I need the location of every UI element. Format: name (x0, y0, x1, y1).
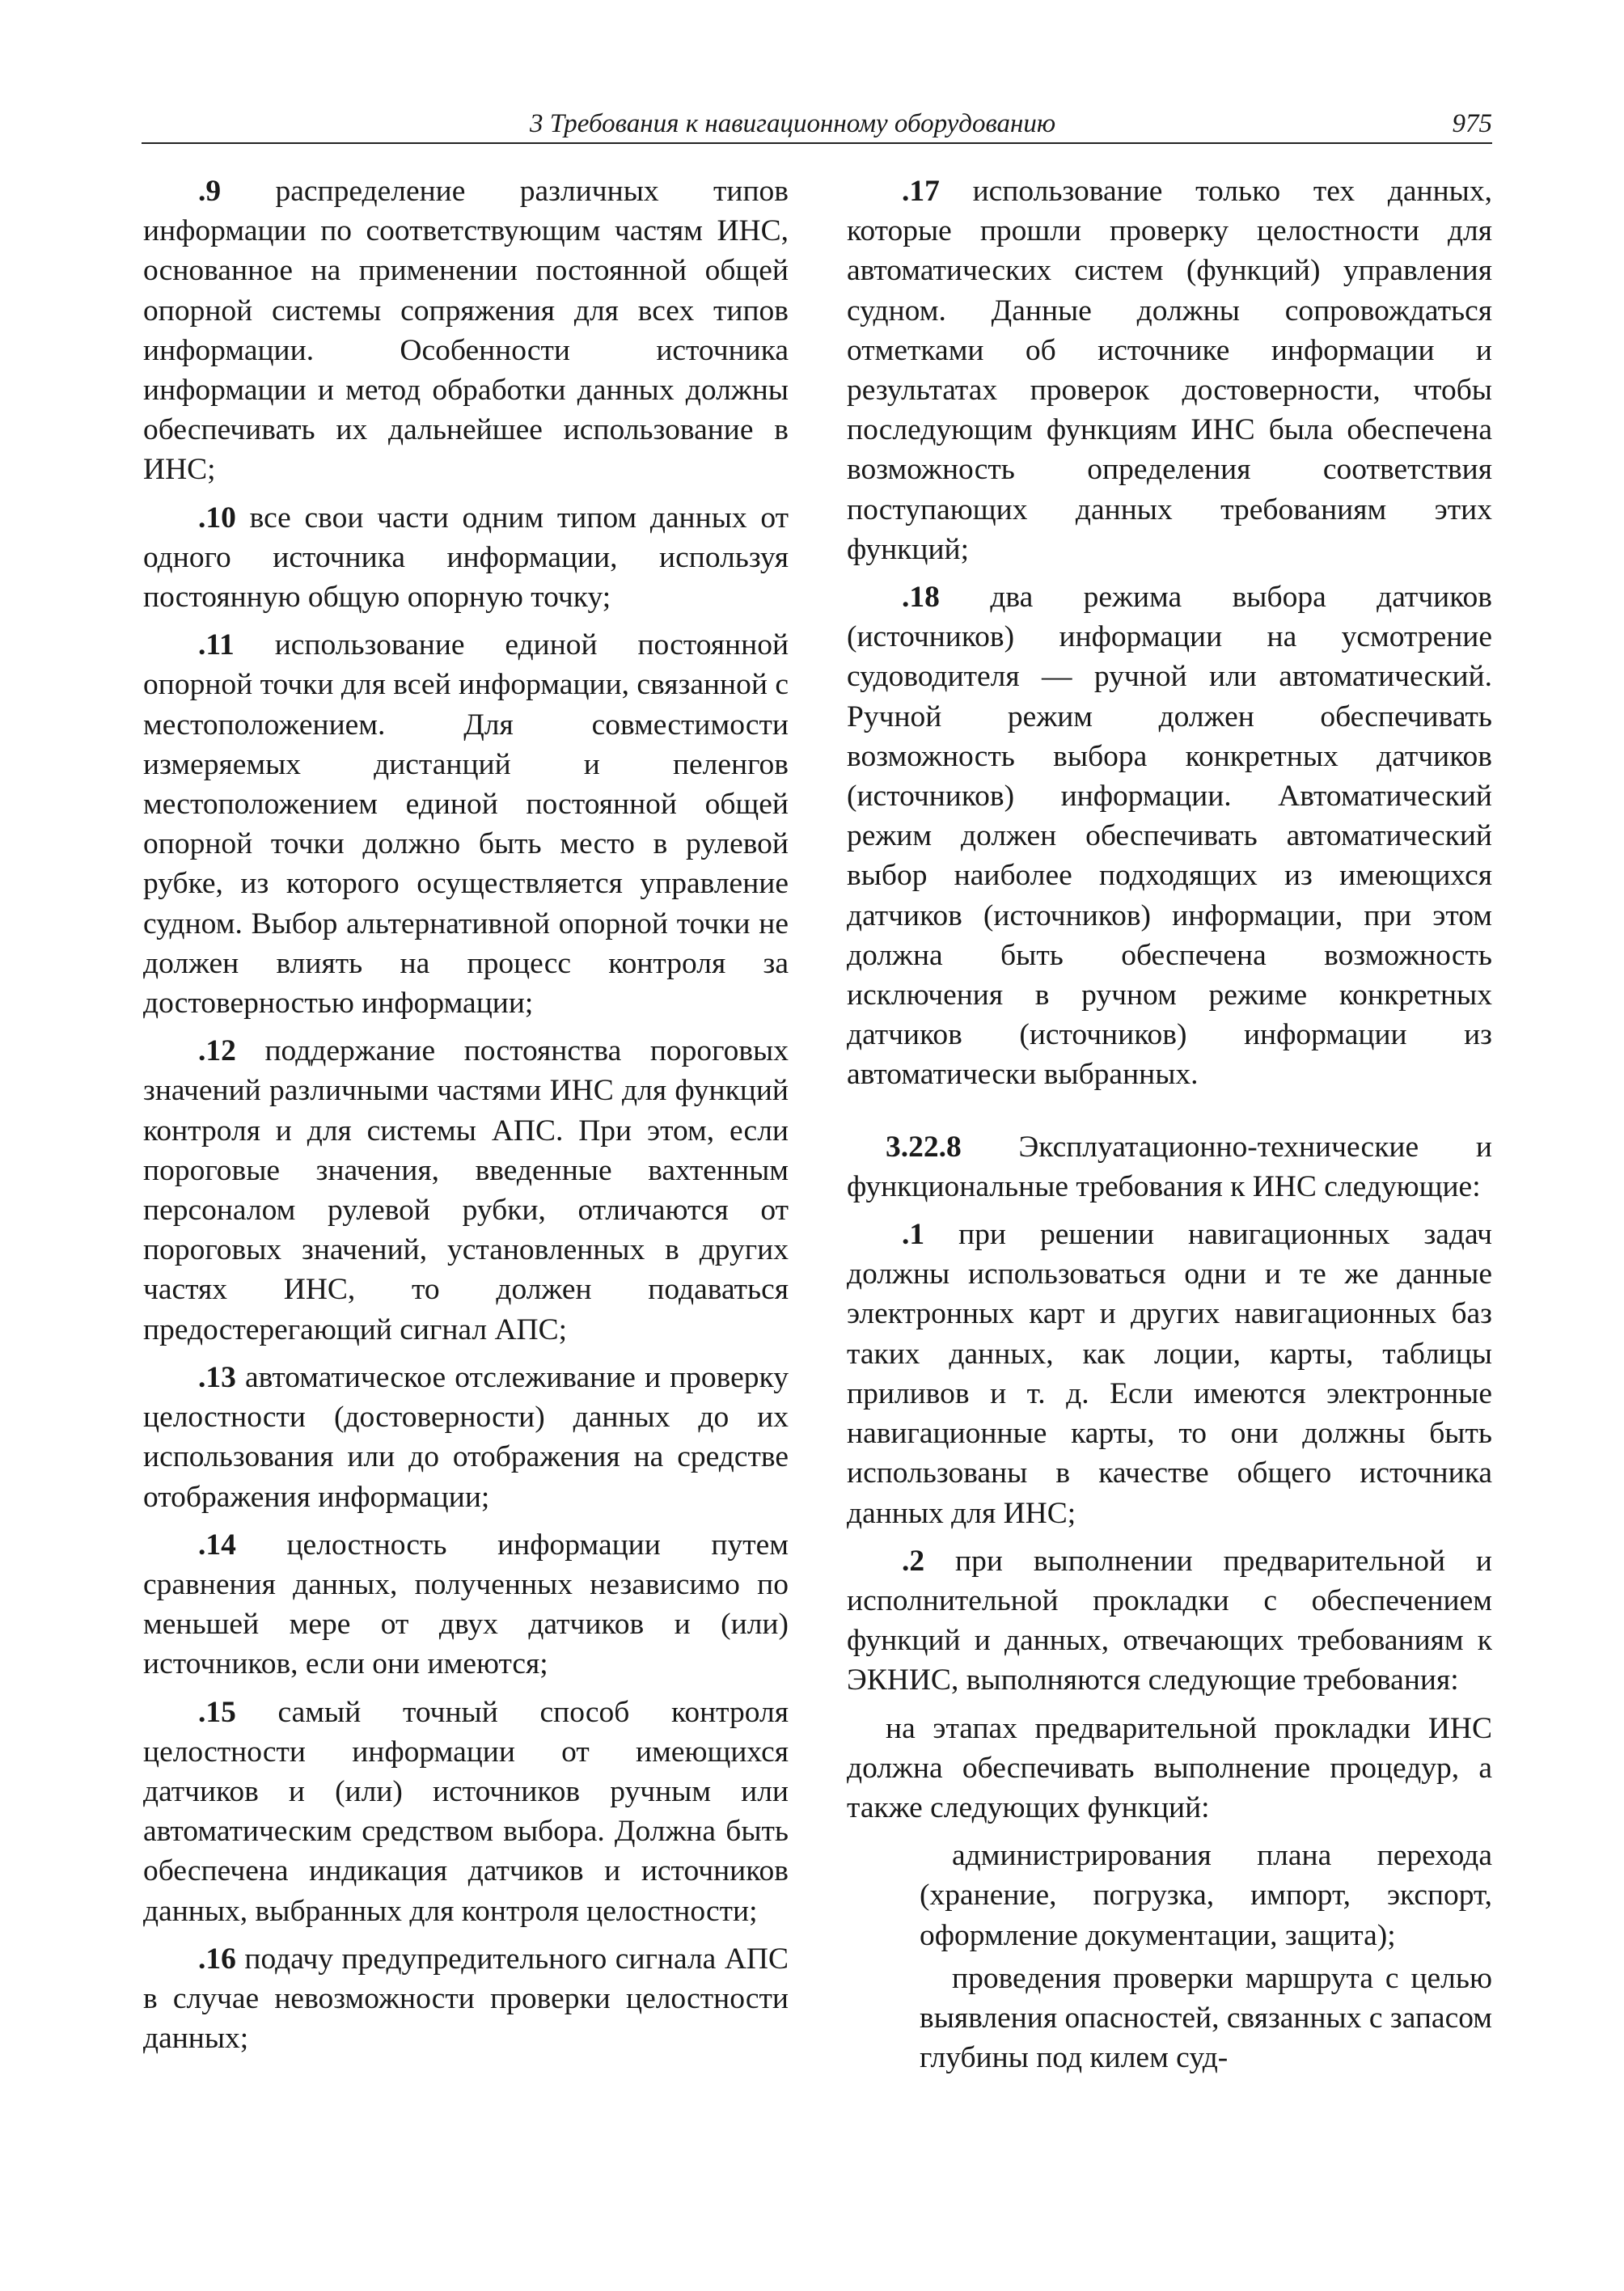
running-header-title: 3 Требования к навигационному оборудованию (530, 109, 1056, 138)
right-column (847, 171, 1492, 2081)
item-number: .12 (198, 1034, 236, 1068)
sub-item (847, 1836, 1492, 1955)
list-item (143, 1939, 789, 2059)
item-text: автоматическое отслеживание и проверку целостности (достоверности) данных до их использования или до отображения на средстве отображения информации; (143, 1360, 789, 1514)
item-number: .17 (902, 175, 940, 208)
sub-item-text: администрирования плана перехода (хранение, погрузка, импорт, экспорт, оформление документации, защита); (920, 1839, 1492, 1952)
plain-paragraph: на этапах предварительной прокладки ИНС должна обеспечивать выполнение процедур, а также следующих функций: (847, 1711, 1492, 1824)
list-item (143, 1693, 789, 1931)
running-header (142, 105, 1492, 144)
left-column (143, 171, 789, 2066)
item-text: подачу предупредительного сигнала АПС в случае невозможности проверки целостности данных; (143, 1942, 789, 2056)
item-text: при решении навигационных задач должны использоваться одни и те же данные электронных карт и других навигационных баз таких данных, как лоции, карты, таблицы приливов и т. д. Если имеются электронные навигационные карты, то они должны быть использованы в качестве общего источника данных для ИНС; (847, 1218, 1493, 1530)
item-number: .11 (198, 628, 235, 662)
list-item (847, 1215, 1492, 1533)
list-item (143, 625, 789, 1023)
item-text: целостность информации путем сравнения данных, полученных независимо по меньшей мере от двух датчиков и (или) источников, если они имеются; (143, 1528, 789, 1681)
list-item (143, 1525, 789, 1684)
item-number: .15 (198, 1695, 236, 1729)
item-text: использование единой постоянной опорной точки для всей информации, связанной с местоположением. Для совместимости измеряемых дистанций и пеленгов местоположением единой постоянной общей опорной точки должно быть место в рулевой рубке, из которого осуществляется управление судном. Выбор альтернативной опорной точки не должен влиять на процесс контроля за достоверностью информации; (143, 628, 789, 1021)
section-number: 3.22.8 (886, 1130, 962, 1164)
item-number: .2 (902, 1544, 925, 1578)
section-text: Эксплуатационно-технические и функциональные требования к ИНС следующие: (847, 1130, 1492, 1203)
list-item (143, 498, 789, 618)
list-item (847, 1541, 1492, 1701)
page-number: 975 (1452, 109, 1492, 138)
list-item (143, 1031, 789, 1350)
item-number: .16 (198, 1942, 236, 1976)
sub-item (847, 1959, 1492, 2078)
item-text: все свои части одним типом данных от одного источника информации, используя постоянную общую опорную точку; (143, 501, 789, 615)
item-text: распределение различных типов информации по соответствующим частям ИНС, основанное на применении постоянной общей опорной системы сопряжения для всех типов информации. Особенности источника информации и метод обработки данных должны обеспечивать их дальнейшее использование в ИНС; (143, 175, 789, 487)
section-paragraph (847, 1127, 1492, 1207)
item-text: использование только тех данных, которые прошли проверку целостности для автоматических систем (функций) управления судном. Данные должны сопровождаться отметками об источнике информации и результатах проверок достоверности, чтобы последующим функциям ИНС была обеспечена возможность определения соответствия поступающих данных требованиям этих функций; (847, 175, 1492, 566)
item-text: два режима выбора датчиков (источников) информации на усмотрение судоводителя — ручной или автоматический. Ручной режим должен обеспечивать возможность выбора конкретных датчиков (источников) информации. Автоматический режим должен обеспечивать автоматический выбор наиболее подходящих из имеющихся датчиков (источников) информации, при этом должна быть обеспечена возможность исключения в ручном режиме конкретных датчиков (источников) информации из автоматически выбранных. (847, 581, 1492, 1092)
item-text: самый точный способ контроля целостности информации от имеющихся датчиков и (или) источников ручным или автоматическим средством выбора. Должна быть обеспечена индикация датчиков и источников данных, выбранных для контроля целостности; (143, 1695, 789, 1928)
list-item (143, 171, 789, 490)
item-number: .13 (198, 1360, 236, 1394)
list-item (143, 1358, 789, 1517)
item-text: при выполнении предварительной и исполнительной прокладки с обеспечением функций и данных, отвечающих требованиям к ЭКНИС, выполняются следующие требования: (847, 1544, 1492, 1697)
sub-item-text: проведения проверки маршрута с целью выявления опасностей, связанных с запасом глубины под килем суд- (920, 1961, 1492, 2075)
item-number: .18 (902, 581, 940, 615)
item-number: .9 (198, 175, 222, 208)
item-text: поддержание постоянства пороговых значений различными частями ИНС для функций контроля и для системы АПС. При этом, если пороговые значения, введенные вахтенным персоналом рулевой рубки, отличаются от пороговых значений, установленных в других частях ИНС, то должен подаваться предостерегающий сигнал АПС; (143, 1034, 789, 1346)
item-number: .10 (198, 501, 236, 535)
list-item (847, 171, 1492, 569)
list-item (847, 577, 1492, 1095)
item-number: .1 (902, 1218, 925, 1252)
item-number: .14 (198, 1528, 236, 1562)
